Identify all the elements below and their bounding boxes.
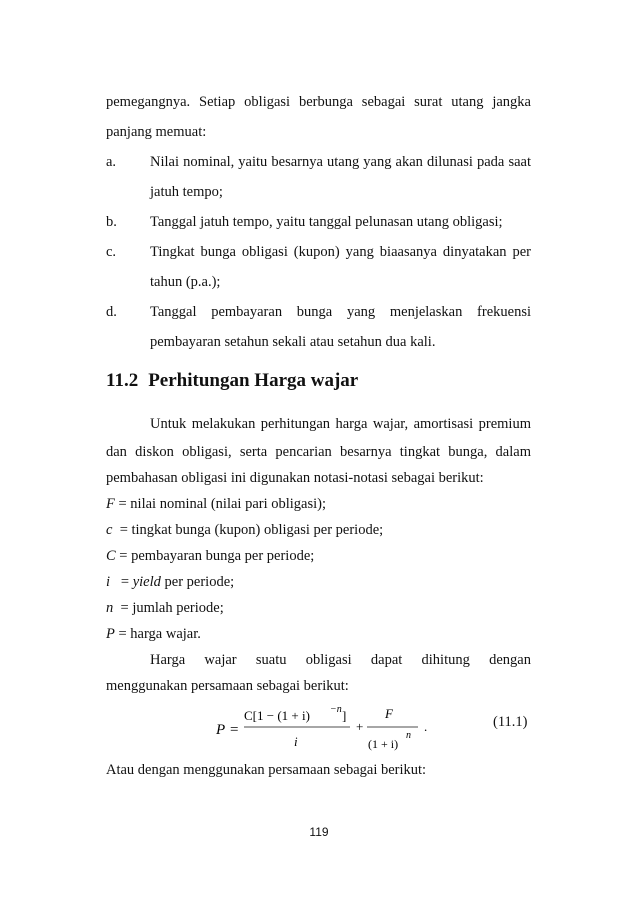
formula-denominator-2: (1 + i) (368, 737, 399, 751)
list-item-text: Tanggal pembayaran bunga yang menjelaskan frekuensi (150, 304, 531, 320)
equation-number: (11.1) (493, 714, 528, 730)
formula-numerator-2: F (385, 706, 393, 721)
notation-item: C = pembayaran bunga per periode; (106, 548, 315, 564)
formula-denominator-1: i (294, 734, 298, 749)
list-marker: d. (106, 304, 117, 320)
formula-numerator-1-close: ] (342, 708, 347, 723)
list-marker: c. (106, 244, 117, 260)
formula-exponent: −n (330, 704, 342, 715)
formula-period: . (424, 719, 428, 734)
paragraph-line: pemegangnya. Setiap obligasi berbunga sebagai surat utang jangka (106, 94, 531, 110)
list-item-text: Nilai nominal, yaitu besarnya utang yang akan dilunasi pada saat (150, 154, 531, 170)
paragraph-line: dan diskon obligasi, serta pencarian besarnya tingkat bunga, dalam (106, 444, 531, 460)
list-item-text: jatuh tempo; (150, 184, 223, 200)
list-item-text: Tingkat bunga obligasi (kupon) yang biaasanya dinyatakan per (150, 244, 531, 260)
list-marker: a. (106, 154, 117, 170)
formula-plus: + (356, 719, 364, 734)
paragraph-line: panjang memuat: (106, 124, 207, 140)
notation-item: c = tingkat bunga (kupon) obligasi per periode; (106, 522, 384, 538)
formula-lhs: P (216, 722, 226, 738)
paragraph-line: menggunakan persamaan sebagai berikut: (106, 678, 349, 694)
paragraph-line: Atau dengan menggunakan persamaan sebagai berikut: (106, 762, 427, 778)
notation-item: n = jumlah periode; (106, 600, 224, 616)
page-number: 119 (309, 825, 329, 839)
formula-denominator-2-exp: n (406, 730, 411, 741)
notation-item: i = yield per periode; (106, 574, 235, 590)
paragraph-line: Harga wajar suatu obligasi dapat dihitung dengan (150, 652, 531, 668)
formula-11-1 (210, 700, 430, 756)
section-number: 11.2 (106, 370, 139, 391)
notation-item: P = harga wajar. (106, 626, 201, 642)
list-marker: b. (106, 214, 117, 230)
paragraph-line: pembahasan obligasi ini digunakan notasi-notasi sebagai berikut: (106, 470, 484, 486)
formula-numerator-1: C[1 − (1 + i) (244, 708, 310, 723)
list-item-text: Tanggal jatuh tempo, yaitu tanggal pelunasan utang obligasi; (150, 214, 503, 230)
section-title: Perhitungan Harga wajar (148, 370, 359, 391)
list-item-text: pembayaran setahun sekali atau setahun dua kali. (150, 334, 436, 350)
formula-equals: = (230, 722, 239, 738)
list-item-text: tahun (p.a.); (150, 274, 221, 290)
notation-item: F = nilai nominal (nilai pari obligasi); (106, 496, 327, 512)
section-heading (106, 370, 358, 392)
paragraph-line: Untuk melakukan perhitungan harga wajar, amortisasi premium (150, 416, 531, 432)
